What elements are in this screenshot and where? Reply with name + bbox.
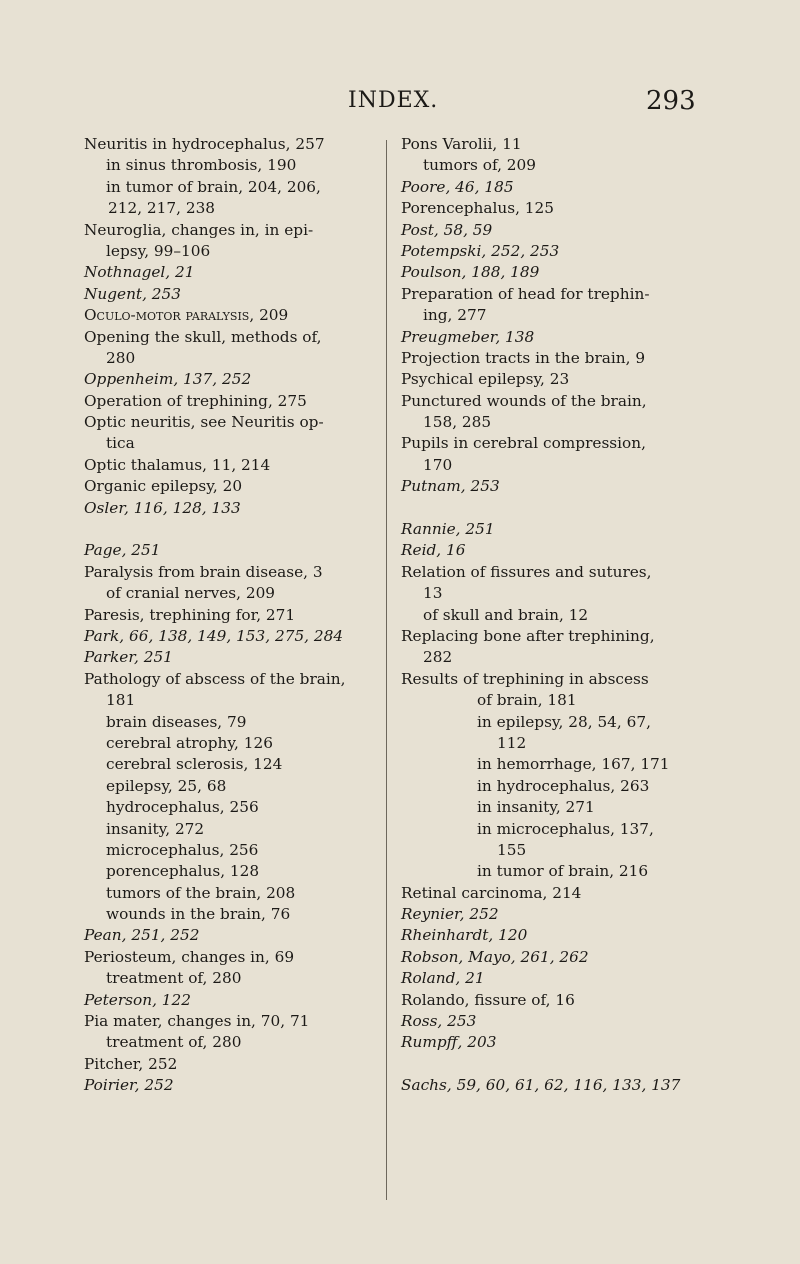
index-entry: Neuritis in hydrocephalus, 257 [84,135,325,153]
page-title: INDEX. [348,88,439,113]
index-entry: Psychical epilepsy, 23 [401,370,570,389]
index-entry: Poirier, 252 [84,1076,174,1095]
index-entry: in hydrocephalus, 263 [477,776,650,795]
index-entry: Pean, 251, 252 [84,926,200,945]
index-entry: Paralysis from brain disease, 3 [84,562,323,581]
index-entry: Optic thalamus, 11, 214 [84,455,271,474]
page-header [0,88,800,122]
index-entry: 13 [423,584,443,603]
index-entry: Nugent, 253 [84,284,182,303]
index-entry: Pia mater, changes in, 70, 71 [84,1012,310,1031]
index-entry: Potempski, 252, 253 [401,241,560,260]
index-entry: 282 [423,648,453,667]
index-entry: Porencephalus, 125 [401,199,554,218]
index-entry: Parker, 251 [84,648,173,667]
index-entry: Periosteum, changes in, 69 [84,947,295,966]
index-entry: Reynier, 252 [401,905,499,924]
index-entry: tumors of the brain, 208 [106,883,296,902]
index-entry: Oppenheim, 137, 252 [84,370,252,389]
index-entry: Preugmeber, 138 [401,327,535,346]
index-entry: Paresis, trephining for, 271 [84,605,296,624]
index-entry: Results of trephining in abscess [401,669,649,688]
index-entry: wounds in the brain, 76 [106,905,291,924]
index-entry: of brain, 181 [477,691,577,710]
index-entry: Pitcher, 252 [84,1054,178,1073]
index-entry: Pons Varolii, 11 [401,135,522,153]
index-entry: Rheinhardt, 120 [401,926,528,945]
index-entry: 155 [497,840,527,859]
index-entry: insanity, 272 [106,819,205,838]
column-divider [386,140,387,1200]
index-entry: cerebral atrophy, 126 [106,733,273,752]
index-gap [401,498,721,519]
index-entry: Oculo-motor paralysis, 209 [84,306,289,325]
index-entry: Page, 251 [84,541,161,560]
index-entry: Ross, 253 [401,1012,477,1031]
index-entry: 212, 217, 238 [108,199,216,218]
index-entry: Organic epilepsy, 20 [84,477,243,496]
index-column-left [84,134,384,1097]
index-entry: treatment of, 280 [106,1033,242,1052]
index-entry: 280 [106,348,136,367]
index-gap [401,1054,721,1075]
index-entry: Pathology of abscess of the brain, [84,669,346,688]
index-entry: in tumor of brain, 204, 206, [106,177,321,196]
index-entry: Preparation of head for trephin- [401,284,650,303]
index-entry: 112 [497,733,527,752]
index-entry: 158, 285 [423,413,492,432]
index-entry: Robson, Mayo, 261, 262 [401,947,589,966]
index-entry: Post, 58, 59 [401,220,493,239]
index-entry: Pupils in cerebral compression, [401,434,646,453]
index-entry: Putnam, 253 [401,477,500,496]
index-entry: ing, 277 [423,306,487,325]
index-entry: Poore, 46, 185 [401,177,514,196]
index-entry: 170 [423,455,453,474]
index-entry: in microcephalus, 137, [477,819,654,838]
index-entry: Punctured wounds of the brain, [401,391,647,410]
index-entry: Roland, 21 [401,969,485,988]
index-entry: Sachs, 59, 60, 61, 62, 116, 133, 137 [401,1076,681,1095]
index-entry: Replacing bone after trephining, [401,626,655,645]
index-entry: cerebral sclerosis, 124 [106,755,283,774]
page-number: 293 [646,86,696,116]
index-entry: microcephalus, 256 [106,840,259,859]
index-entry: Nothnagel, 21 [84,263,195,282]
index-entry: Neuroglia, changes in, in epi- [84,220,314,239]
index-entry: tumors of, 209 [423,156,536,175]
index-entry: lepsy, 99–106 [106,241,211,260]
index-gap [84,519,384,540]
index-entry: 181 [106,691,136,710]
index-entry: Peterson, 122 [84,990,192,1009]
index-entry: Poulson, 188, 189 [401,263,540,282]
index-entry: Rannie, 251 [401,520,495,539]
index-entry: Optic neuritis, see Neuritis op- [84,413,324,432]
index-entry: in insanity, 271 [477,798,595,817]
index-entry: Retinal carcinoma, 214 [401,883,582,902]
index-entry: in epilepsy, 28, 54, 67, [477,712,651,731]
index-entry: Operation of trephining, 275 [84,391,307,410]
index-entry: brain diseases, 79 [106,712,247,731]
index-entry: tica [106,434,135,453]
index-entry: epilepsy, 25, 68 [106,776,227,795]
index-entry: Rumpff, 203 [401,1033,497,1052]
index-entry: in hemorrhage, 167, 171 [477,755,670,774]
index-entry: Relation of fissures and sutures, [401,562,652,581]
index-entry: Park, 66, 138, 149, 153, 275, 284 [84,626,344,645]
index-entry: Opening the skull, methods of, [84,327,322,346]
index-column-right [401,134,721,1097]
index-entry: hydrocephalus, 256 [106,798,259,817]
index-entry: Rolando, fissure of, 16 [401,990,575,1009]
index-entry: Reid, 16 [401,541,466,560]
index-entry: in sinus thrombosis, 190 [106,156,297,175]
index-entry: treatment of, 280 [106,969,242,988]
index-entry: of cranial nerves, 209 [106,584,276,603]
index-entry: in tumor of brain, 216 [477,862,649,881]
index-entry: Osler, 116, 128, 133 [84,498,241,517]
index-entry: porencephalus, 128 [106,862,260,881]
index-entry: Projection tracts in the brain, 9 [401,348,646,367]
index-entry: of skull and brain, 12 [423,605,589,624]
